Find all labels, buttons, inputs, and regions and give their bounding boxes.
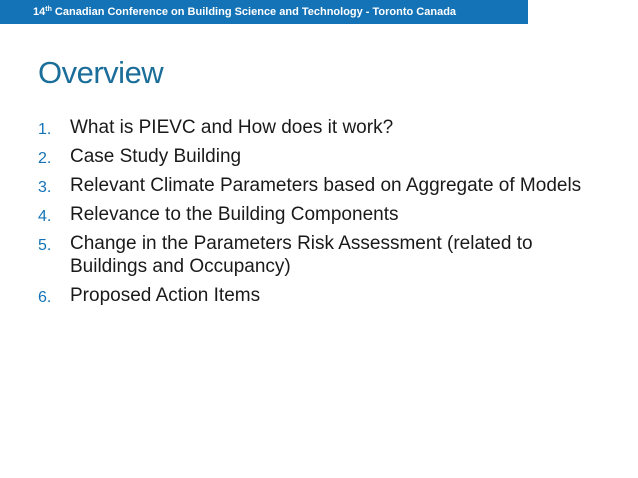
list-item bbox=[38, 116, 608, 139]
list-number: 5. bbox=[38, 237, 52, 254]
list-text: Relevance to the Building Components bbox=[70, 204, 399, 225]
list-item bbox=[38, 203, 608, 226]
list-number: 3. bbox=[38, 179, 52, 196]
list-number: 4. bbox=[38, 208, 52, 225]
list-text: Case Study Building bbox=[70, 146, 242, 167]
list-item bbox=[38, 232, 608, 278]
list-item bbox=[38, 174, 608, 197]
slide-title: Overview bbox=[38, 55, 164, 90]
header-suffix: Canadian Conference on Building Science and Technology - Toronto Canada bbox=[51, 6, 457, 18]
header-superscript: th bbox=[45, 6, 52, 13]
list-number: 1. bbox=[38, 121, 52, 138]
list-item bbox=[38, 284, 608, 307]
list-number: 6. bbox=[38, 289, 52, 306]
header-prefix: 14 bbox=[33, 6, 46, 18]
list-text: Relevant Climate Parameters based on Aggregate of Models bbox=[70, 175, 582, 196]
list-text: Change in the Parameters Risk Assessment (related to Buildings and Occupancy) bbox=[70, 233, 533, 277]
list-number: 2. bbox=[38, 150, 52, 167]
list-item bbox=[38, 145, 608, 168]
list-text: What is PIEVC and How does it work? bbox=[70, 117, 394, 138]
conference-header bbox=[33, 5, 456, 19]
header-bar bbox=[0, 0, 528, 24]
agenda-list bbox=[38, 116, 608, 313]
list-text: Proposed Action Items bbox=[70, 285, 261, 306]
